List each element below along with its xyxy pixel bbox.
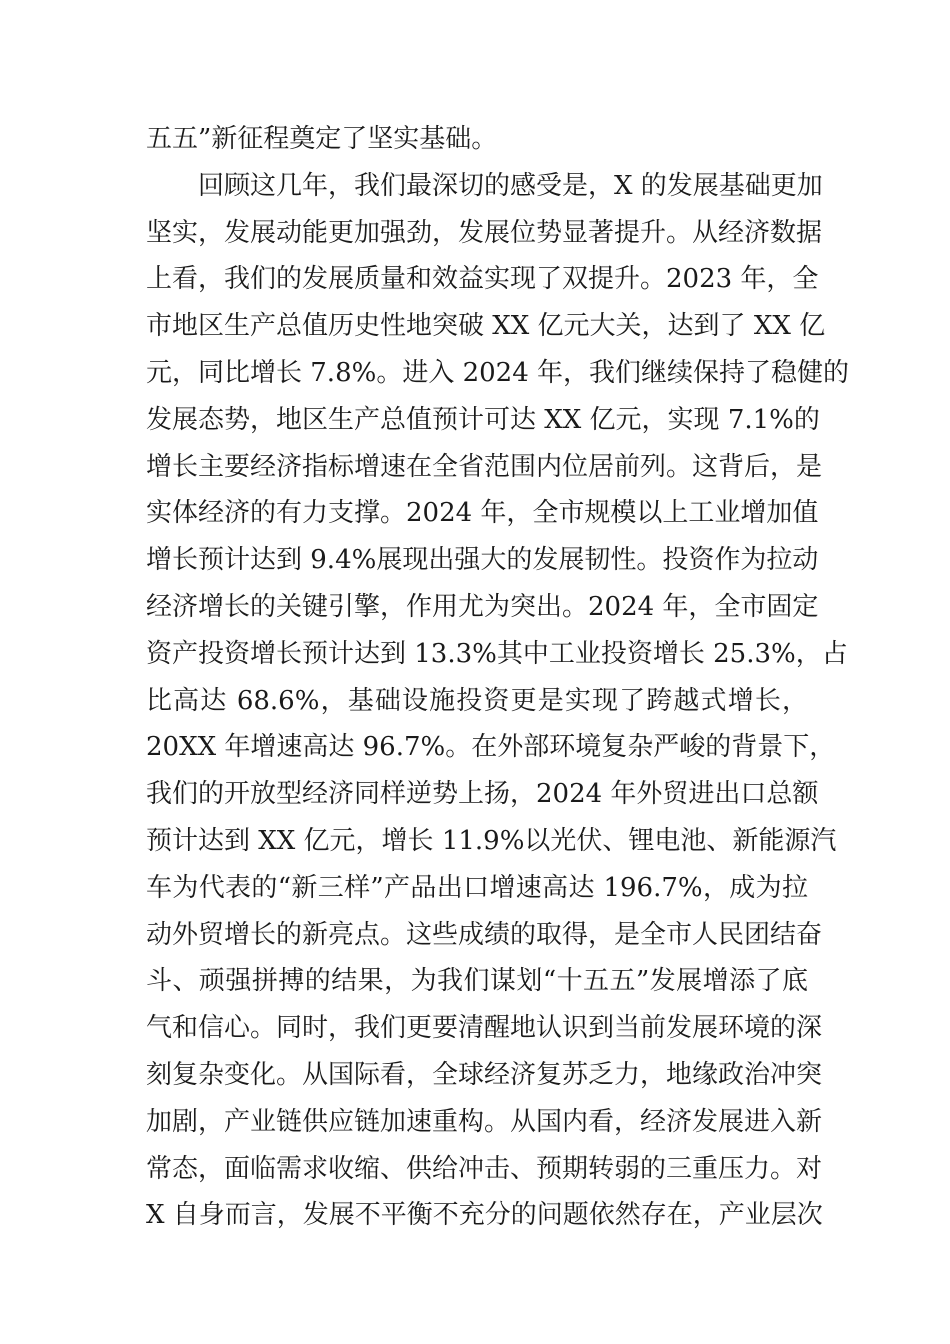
text-line: 元，同比增长 7.8%。进入 2024 年，我们继续保持了稳健的	[146, 357, 850, 388]
text-line: 回顾这几年，我们最深切的感受是，X 的发展基础更加	[198, 170, 823, 201]
text-line: 刻复杂变化。从国际看，全球经济复苏乏力，地缘政治冲突	[146, 1059, 823, 1090]
text-line: 五五”新征程奠定了坚实基础。	[146, 124, 498, 154]
text-line: X 自身而言，发展不平衡不充分的问题依然存在，产业层次	[146, 1200, 823, 1231]
text-line: 常态，面临需求收缩、供给冲击、预期转弱的三重压力。对	[146, 1153, 823, 1184]
text-line: 动外贸增长的新亮点。这些成绩的取得，是全市人民团结奋	[146, 919, 823, 950]
text-line: 斗、顽强拼搏的结果，为我们谋划“十五五”发展增添了底	[146, 966, 808, 997]
text-line: 实体经济的有力支撑。2024 年，全市规模以上工业增加值	[146, 498, 819, 529]
text-line: 上看，我们的发展质量和效益实现了双提升。2023 年，全	[146, 264, 819, 295]
text-line: 经济增长的关键引擎，作用尤为突出。2024 年，全市固定	[146, 591, 819, 622]
text-line: 资产投资增长预计达到 13.3%其中工业投资增长 25.3%，占	[146, 638, 848, 669]
text-line: 坚实，发展动能更加强劲，发展位势显著提升。从经济数据	[146, 217, 823, 248]
text-line: 预计达到 XX 亿元，增长 11.9%以光伏、锂电池、新能源汽	[146, 825, 837, 856]
text-line: 市地区生产总值历史性地突破 XX 亿元大关，达到了 XX 亿	[146, 311, 826, 342]
text-line: 气和信心。同时，我们更要清醒地认识到当前发展环境的深	[146, 1013, 823, 1044]
text-line: 加剧，产业链供应链加速重构。从国内看，经济发展进入新	[146, 1106, 823, 1137]
text-line: 增长主要经济指标增速在全省范围内位居前列。这背后，是	[146, 451, 823, 482]
text-line: 增长预计达到 9.4%展现出强大的发展韧性。投资作为拉动	[146, 545, 819, 576]
text-line: 我们的开放型经济同样逆势上扬，2024 年外贸进出口总额	[146, 779, 819, 810]
text-line: 发展态势，地区生产总值预计可达 XX 亿元，实现 7.1%的	[146, 404, 820, 435]
text-line: 比高达 68.6%，基础设施投资更是实现了跨越式增长，	[146, 685, 808, 716]
text-line: 车为代表的“新三样”产品出口增速高达 196.7%，成为拉	[146, 872, 808, 903]
body-text	[146, 116, 850, 1239]
text-line: 20XX 年增速高达 96.7%。在外部环境复杂严峻的背景下，	[146, 732, 836, 763]
